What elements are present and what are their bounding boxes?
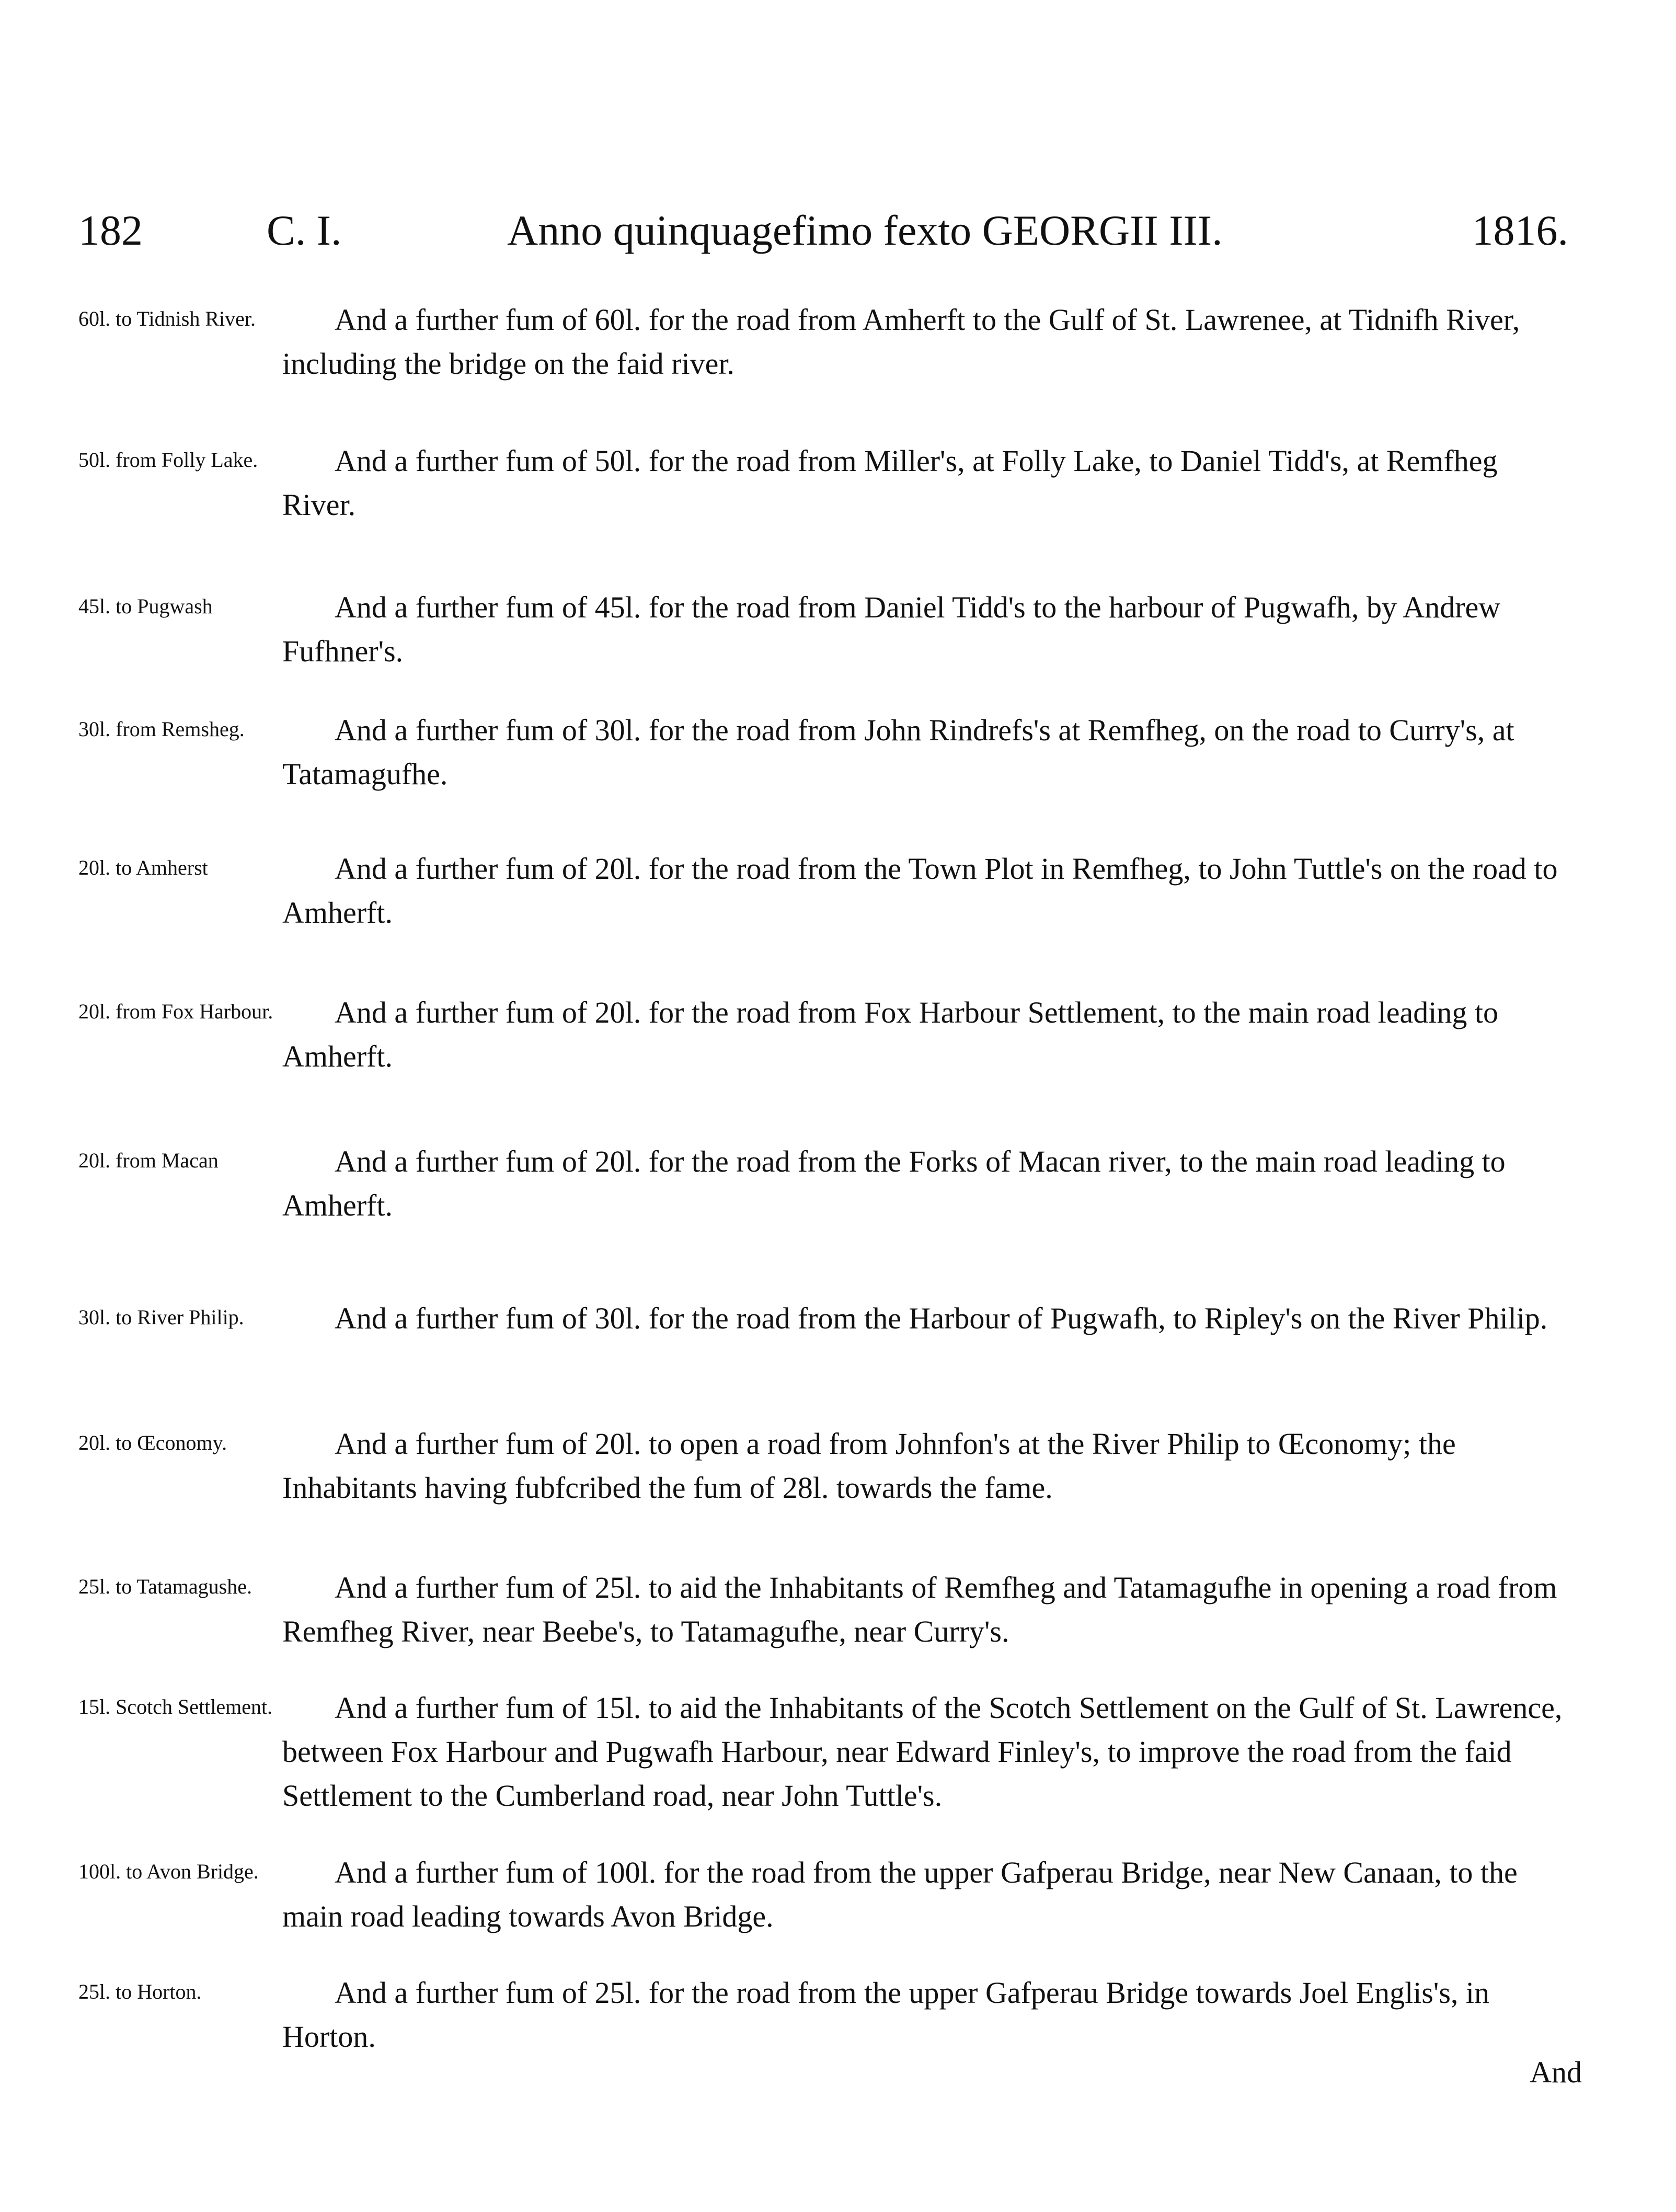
page-number: 182 <box>78 207 143 254</box>
marginal-note: 45l. to Pugwash <box>78 594 213 618</box>
marginal-note: 30l. from Remsheg. <box>78 717 245 741</box>
chapter-label: C. I. <box>267 207 342 254</box>
entry-tidnish <box>78 298 1574 386</box>
marginal-note: 30l. to River Philip. <box>78 1305 244 1329</box>
marginal-note: 20l. from Macan <box>78 1149 219 1172</box>
entry-remsheg <box>78 708 1574 796</box>
entry-text: And a further fum of 50l. for the road from Miller's, at Folly Lake, to Daniel Tidd's, at Remfheg River. <box>282 444 1498 522</box>
entry-macan <box>78 1140 1574 1228</box>
year-label: 1816. <box>1472 207 1568 254</box>
catchword: And <box>1530 2055 1582 2089</box>
entry-text: And a further fum of 20l. to open a road from Johnfon's at the River Philip to Œconomy; the Inhabitants having fubfcribed the fum of 28l. towards the fame. <box>282 1427 1456 1505</box>
entry-text: And a further fum of 15l. to aid the Inhabitants of the Scotch Settlement on the Gulf of St. Lawrence, between Fox Harbour and Pugwafh Harbour, near Edward Finley's, to improve the road from the faid Settlement to the Cumberland road, near John Tuttle's. <box>282 1691 1563 1813</box>
page-title: Anno quinquagefimo fexto GEORGII III. <box>507 207 1223 254</box>
marginal-note: 100l. to Avon Bridge. <box>78 1860 259 1883</box>
entry-tatamagushe <box>78 1566 1574 1654</box>
entry-text: And a further fum of 20l. for the road from the Town Plot in Remfheg, to John Tuttle's on the road to Amherft. <box>282 852 1558 930</box>
entry-text: And a further fum of 25l. to aid the Inhabitants of Remfheg and Tatamagufhe in opening a road from Remfheg River, near Beebe's, to Tatamagufhe, near Curry's. <box>282 1571 1557 1648</box>
marginal-note: 15l. Scotch Settlement. <box>78 1695 273 1718</box>
entry-text: And a further fum of 20l. for the road from the Forks of Macan river, to the main road leading to Amherft. <box>282 1144 1506 1222</box>
entry-horton <box>78 1971 1574 2059</box>
entry-amherst <box>78 847 1574 935</box>
entry-scotch-settlement <box>78 1686 1574 1818</box>
entry-text: And a further fum of 30l. for the road from John Rindrefs's at Remfheg, on the road to Curry's, at Tatamagufhe. <box>282 713 1514 791</box>
entry-oeconomy <box>78 1422 1574 1510</box>
marginal-note: 20l. to Amherst <box>78 856 208 879</box>
entry-text: And a further fum of 25l. for the road from the upper Gafperau Bridge towards Joel Englis's, in Horton. <box>282 1976 1490 2054</box>
entry-folly-lake <box>78 439 1574 527</box>
marginal-note: 25l. to Tatamagushe. <box>78 1575 252 1598</box>
entry-fox-harbour <box>78 991 1574 1079</box>
entry-text: And a further fum of 20l. for the road from Fox Harbour Settlement, to the main road leading to Amherft. <box>282 995 1498 1073</box>
entry-text: And a further fum of 100l. for the road from the upper Gafperau Bridge, near New Canaan, to the main road leading towards Avon Bridge. <box>282 1855 1518 1933</box>
marginal-note: 60l. to Tidnish River. <box>78 307 256 330</box>
entry-river-philip <box>78 1297 1574 1340</box>
entry-avon-bridge <box>78 1851 1574 1939</box>
marginal-note: 20l. from Fox Harbour. <box>78 1000 273 1023</box>
marginal-note: 25l. to Horton. <box>78 1980 202 2003</box>
marginal-note: 20l. to Œconomy. <box>78 1431 227 1454</box>
entry-text: And a further fum of 45l. for the road from Daniel Tidd's to the harbour of Pugwafh, by Andrew Fufhner's. <box>282 590 1501 668</box>
entry-text: And a further fum of 30l. for the road from the Harbour of Pugwafh, to Ripley's on the River Philip. <box>335 1301 1548 1335</box>
running-head <box>78 209 1568 272</box>
entry-pugwash <box>78 586 1574 673</box>
marginal-note: 50l. from Folly Lake. <box>78 448 258 472</box>
entry-text: And a further fum of 60l. for the road from Amherft to the Gulf of St. Lawrenee, at Tidnifh River, including the bridge on the faid river. <box>282 303 1520 381</box>
